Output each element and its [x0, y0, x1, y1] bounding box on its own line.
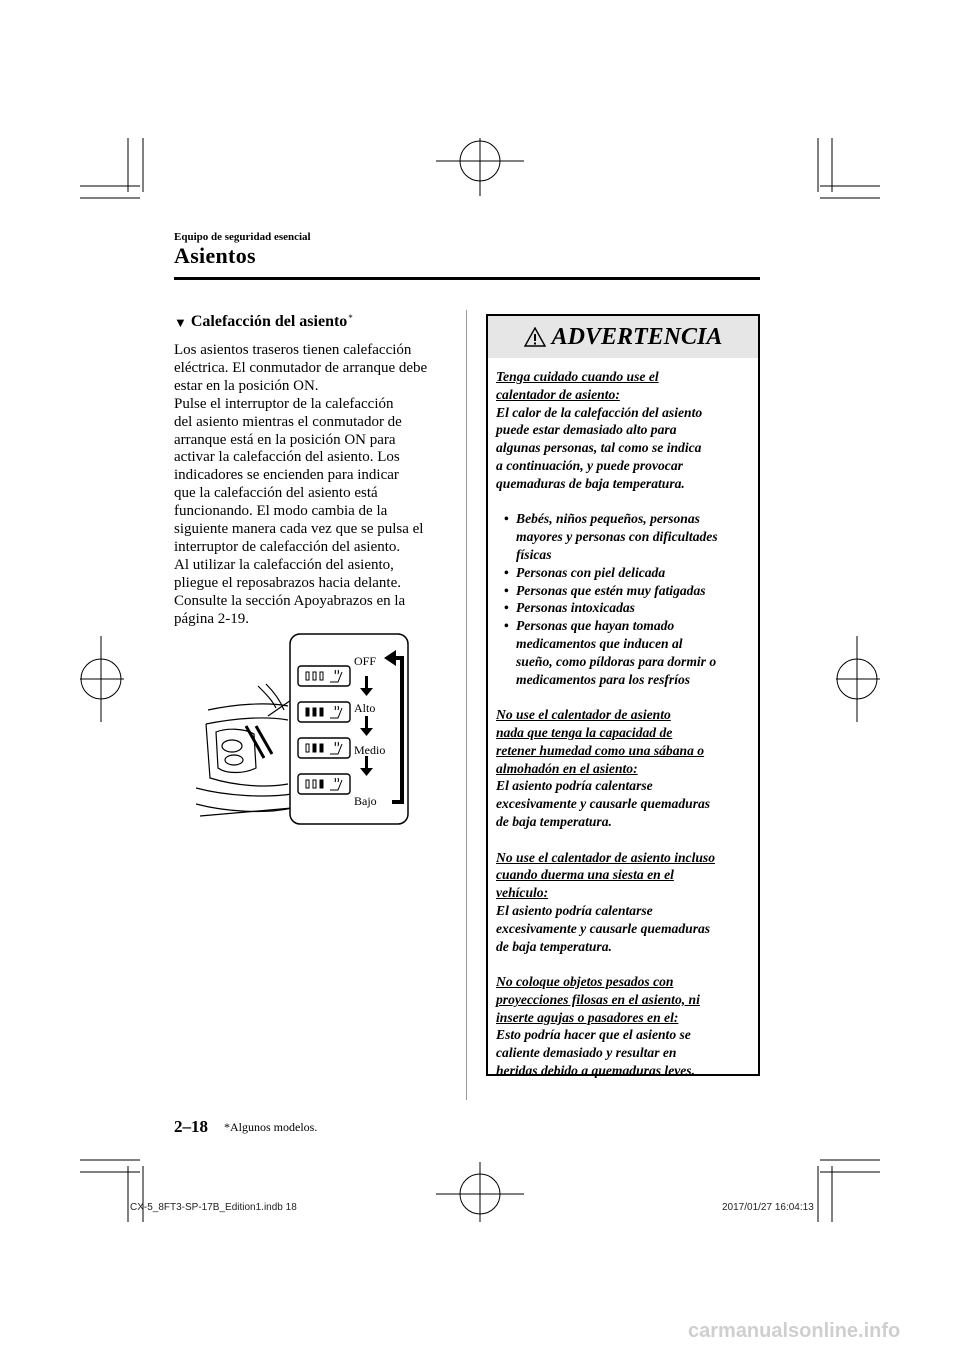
- asterisk-mark: *: [348, 313, 353, 323]
- body-line: Pulse el interruptor de la calefacción: [174, 395, 394, 412]
- page-title: Asientos: [174, 243, 256, 268]
- body-text: [174, 342, 464, 629]
- bullet-line: Personas con piel delicada: [516, 564, 666, 580]
- bullet-line: mayores y personas con dificultades: [516, 529, 718, 545]
- subsection-title: Calefacción del asiento: [190, 313, 348, 330]
- warning-text-line: excesivamente y causarle quemaduras: [496, 796, 711, 812]
- bullet-line: físicas: [516, 546, 552, 562]
- column-divider: [466, 310, 467, 1100]
- bullet-dot: •: [504, 600, 509, 616]
- body-line: página 2-19.: [174, 610, 249, 627]
- print-file-info: CX-5_8FT3-SP-17B_Edition1.indb 18: [130, 1202, 297, 1213]
- bullet-line: sueño, como píldoras para dormir o: [516, 653, 717, 669]
- body-line: funcionando. El modo cambia de la: [174, 503, 388, 520]
- bullet-item: [496, 582, 758, 600]
- warning-heading-line: Tenga cuidado cuando use el: [496, 369, 659, 384]
- body-line: activar la calefacción del asiento. Los: [174, 449, 400, 466]
- warning-text-line: Esto podría hacer que el asiento se: [496, 1027, 691, 1043]
- warning-heading-line: No coloque objetos pesados con: [496, 974, 674, 990]
- bullet-line: medicamentos para los resfríos: [516, 671, 691, 687]
- warning-box: [486, 314, 760, 1079]
- warning-heading-line: No use el calentador de asiento: [496, 707, 671, 723]
- warning-text-line: excesivamente y causarle quemaduras: [496, 920, 711, 936]
- warning-body: [496, 368, 758, 1098]
- warning-section: [496, 706, 758, 831]
- warning-header: [488, 316, 758, 358]
- warning-text-line: El asiento podría calentarse: [496, 902, 653, 918]
- warning-heading-line: almohadón en el asiento:: [496, 760, 638, 776]
- warning-intro: [496, 368, 758, 493]
- bullet-item: [496, 617, 758, 688]
- mode-label-bajo: Bajo: [354, 794, 377, 808]
- body-line: que la calefacción del asiento está: [174, 485, 378, 502]
- bullet-line: Personas que hayan tomado: [516, 618, 675, 634]
- body-line: siguiente manera cada vez que se pulsa el: [174, 521, 424, 538]
- warning-bullet-list: [496, 510, 758, 688]
- warning-text-line: puede estar demasiado alto para: [496, 422, 677, 438]
- body-line: arranque está en la posición ON para: [174, 431, 396, 448]
- body-line: interruptor de calefacción del asiento.: [174, 538, 401, 555]
- mode-label-off: OFF: [354, 654, 377, 668]
- bullet-line: medicamentos que inducen al: [516, 635, 683, 651]
- mode-label-alto: Alto: [354, 701, 376, 715]
- bullet-item: [496, 510, 758, 563]
- bullet-line: Personas intoxicadas: [516, 600, 635, 616]
- print-date-info: 2017/01/27 16:04:13: [722, 1202, 814, 1213]
- bullet-dot: •: [504, 511, 509, 527]
- warning-triangle-icon: [524, 327, 546, 347]
- bullet-line: Personas que estén muy fatigadas: [516, 582, 706, 598]
- section-label: Equipo de seguridad esencial: [174, 231, 311, 243]
- bullet-item: [496, 564, 758, 582]
- warning-heading-line: proyecciones filosas en el asiento, ni: [496, 991, 700, 1007]
- warning-section: [496, 849, 758, 956]
- seat-heater-figure: [196, 628, 414, 828]
- bullet-item: [496, 599, 758, 617]
- warning-text-line: caliente demasiado y resultar en: [496, 1045, 677, 1061]
- body-line: eléctrica. El conmutador de arranque debe: [174, 359, 428, 376]
- warning-heading-line: cuando duerma una siesta en el: [496, 867, 674, 883]
- bullet-line: Bebés, niños pequeños, personas: [516, 511, 700, 527]
- body-line: pliegue el reposabrazos hacia delante.: [174, 574, 401, 591]
- warning-heading-line: nada que tenga la capacidad de: [496, 724, 673, 740]
- warning-text-line: de baja temperatura.: [496, 938, 612, 954]
- warning-text-line: El asiento podría calentarse: [496, 778, 653, 794]
- warning-heading-line: calentador de asiento:: [496, 386, 620, 402]
- warning-text-line: El calor de la calefacción del asiento: [496, 404, 703, 420]
- subsection-heading: [174, 313, 353, 331]
- warning-heading-line: retener humedad como una sábana o: [496, 742, 705, 758]
- warning-text-line: de baja temperatura.: [496, 813, 612, 829]
- body-line: estar en la posición ON.: [174, 377, 319, 394]
- mode-label-medio: Medio: [354, 743, 386, 757]
- warning-section: [496, 973, 758, 1080]
- body-line: indicadores se encienden para indicar: [174, 467, 399, 484]
- title-rule: [174, 277, 760, 280]
- footnote: *Algunos modelos.: [224, 1120, 318, 1134]
- page-number: 2–18: [174, 1117, 208, 1136]
- watermark: carmanualsonline.info: [688, 1320, 901, 1342]
- bullet-dot: •: [504, 564, 509, 580]
- warning-text-line: quemaduras de baja temperatura.: [496, 475, 685, 491]
- body-line: Al utilizar la calefacción del asiento,: [174, 556, 394, 573]
- body-line: Consulte la sección Apoyabrazos en la: [174, 592, 406, 609]
- body-line: Los asientos traseros tienen calefacción: [174, 342, 412, 358]
- warning-text-line: heridas debido a quemaduras leves.: [496, 1063, 695, 1079]
- triangle-bullet-icon: ▼: [174, 315, 187, 330]
- warning-heading-line: vehículo:: [496, 885, 549, 901]
- warning-heading-line: No use el calentador de asiento incluso: [496, 849, 716, 865]
- warning-heading-line: inserte agujas o pasadores en el:: [496, 1009, 679, 1025]
- warning-text-line: a continuación, y puede provocar: [496, 457, 683, 473]
- warning-title: ADVERTENCIA: [551, 323, 723, 350]
- warning-text-line: algunas personas, tal como se indica: [496, 440, 702, 456]
- body-line: del asiento mientras el conmutador de: [174, 413, 402, 430]
- bullet-dot: •: [504, 582, 509, 598]
- bullet-dot: •: [504, 618, 509, 634]
